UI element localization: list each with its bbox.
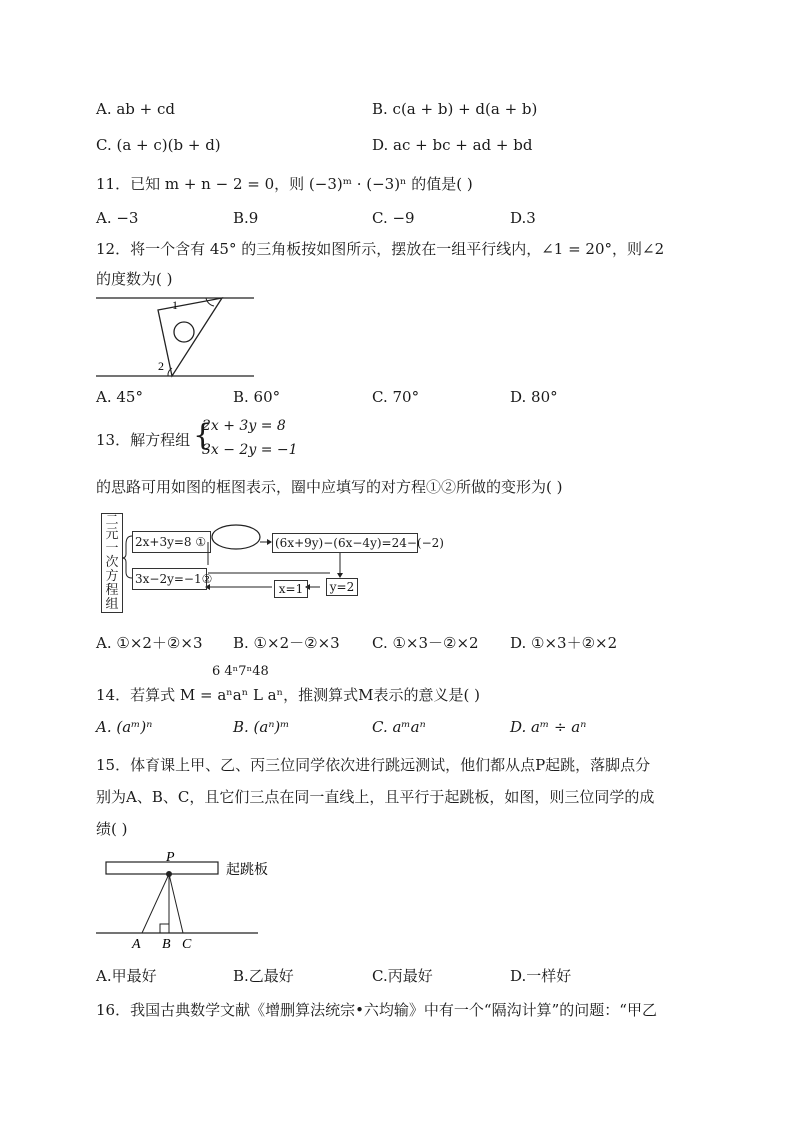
flow-box-combined: (6x+9y)−(6x−4y)=24−(−2)	[272, 533, 418, 553]
segment-PC	[169, 874, 183, 933]
flow-box-eq2: 3x−2y=−1②	[132, 568, 207, 590]
set-square	[158, 298, 222, 376]
q13-option-c: C. ①×3－②×2	[372, 634, 479, 652]
q15-stem-line3: 绩( )	[96, 820, 128, 838]
angle1-label: 1	[172, 298, 178, 312]
q10-option-c: C. (a + c)(b + d)	[96, 136, 221, 154]
q15-long-jump-figure	[96, 846, 286, 952]
q14-option-a: A. (aᵐ)ⁿ	[96, 718, 153, 736]
q12-stem-line1: 12．将一个含有 45° 的三角板按如图所示，摆放在一组平行线内，∠1 = 20°，则∠2	[96, 240, 665, 258]
q13-option-b: B. ①×2－②×3	[233, 634, 340, 652]
q11-option-b: B.9	[233, 209, 259, 227]
q13-option-a: A. ①×2＋②×3	[96, 634, 203, 652]
q13-stem-line2: 的思路可用如图的框图表示，圈中应填写的对方程①②所做的变形为( )	[96, 478, 563, 496]
label-B: B	[162, 937, 171, 952]
q10-option-d: D. ac + bc + ad + bd	[372, 136, 533, 154]
label-P: P	[166, 850, 175, 865]
q12-option-d: D. 80°	[510, 388, 558, 406]
label-board: 起跳板	[226, 863, 268, 878]
q14-overbrace-label: 6 4ⁿ7ⁿ48	[212, 664, 269, 679]
flow-box-eq1: 2x+3y=8 ①	[132, 531, 211, 553]
q13-brace: {	[193, 418, 213, 453]
q15-option-a: A.甲最好	[96, 967, 157, 985]
q12-option-a: A. 45°	[96, 388, 143, 406]
q15-stem-line1: 15．体育课上甲、乙、丙三位同学依次进行跳远测试，他们都从点P起跳，落脚点分	[96, 756, 651, 774]
flow-left-label: 二元一次方程组	[105, 513, 119, 612]
take-off-board	[106, 862, 218, 874]
q12-option-c: C. 70°	[372, 388, 420, 406]
q11-option-d: D.3	[510, 209, 536, 227]
angle2-label: 2	[158, 359, 164, 373]
flow-blank-circle	[212, 525, 260, 549]
q13-eq2: 3x − 2y = −1	[202, 442, 298, 458]
label-C: C	[182, 937, 192, 952]
q14-option-b: B. (aⁿ)ᵐ	[233, 718, 290, 736]
q14-option-d: D. aᵐ ÷ aⁿ	[510, 718, 587, 736]
flow-box-x: x=1	[274, 580, 308, 598]
q15-option-c: C.丙最好	[372, 967, 433, 985]
right-angle-mark	[160, 924, 169, 933]
q13-stem-prefix: 13．解方程组	[96, 431, 191, 449]
q11-option-c: C. −9	[372, 209, 415, 227]
q10-option-a: A. ab + cd	[96, 100, 176, 118]
flow-box-y: y=2	[326, 578, 358, 596]
q15-option-b: B.乙最好	[233, 967, 294, 985]
q15-option-d: D.一样好	[510, 967, 572, 985]
point-P	[166, 871, 172, 877]
set-square-hole	[174, 322, 194, 342]
q13-option-d: D. ①×3＋②×2	[510, 634, 618, 652]
q12-stem-line2: 的度数为( )	[96, 270, 173, 288]
label-A: A	[132, 937, 141, 952]
q14-option-c: C. aᵐaⁿ	[372, 718, 426, 736]
q10-option-b: B. c(a + b) + d(a + b)	[372, 100, 538, 118]
q16-stem-line1: 16．我国古典数学文献《增删算法统宗•六均输》中有一个“隔沟计算”的问题：“甲乙	[96, 1001, 657, 1019]
q11-option-a: A. −3	[96, 209, 139, 227]
q15-stem-line2: 别为A、B、C，且它们三点在同一直线上，且平行于起跳板，如图，则三位同学的成	[96, 788, 655, 806]
q12-triangle-figure	[96, 292, 256, 378]
q13-eq1: 2x + 3y = 8	[202, 418, 286, 434]
q12-option-b: B. 60°	[233, 388, 281, 406]
q11-stem: 11．已知 m + n − 2 = 0，则 (−3)ᵐ · (−3)ⁿ 的值是( )	[96, 175, 473, 193]
q14-stem: 14．若算式 M = aⁿaⁿ L aⁿ，推测算式M表示的意义是( )	[96, 686, 480, 704]
